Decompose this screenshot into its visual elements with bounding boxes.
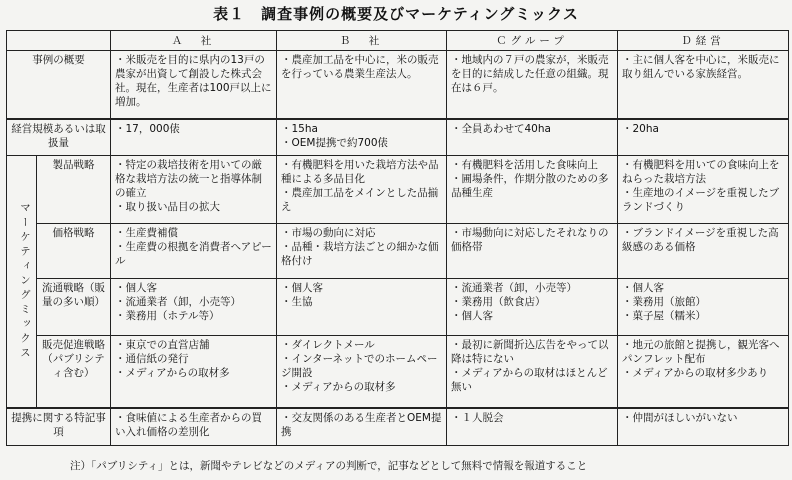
cell-line: ・インターネットでのホームページ開設 xyxy=(281,353,438,380)
cell-line: ・仲間がほしいがいない xyxy=(622,412,738,425)
cell-line: ・１人脱会 xyxy=(451,412,504,425)
header-row xyxy=(7,31,789,51)
cell-promotion-c xyxy=(447,336,618,408)
cell-distribution-d xyxy=(618,279,789,336)
cell-line: ・農産加工品をメインとした品揃え xyxy=(281,187,439,214)
row-label-overview: 事例の概要 xyxy=(7,51,111,119)
header-corner xyxy=(7,31,111,51)
marketing-mix-label: マーケティングミックス xyxy=(7,156,37,408)
cell-overview-c: ・地域内の７戸の農家が，米販売を目的に結成した任意の組織。現在は６戸。 xyxy=(447,51,618,119)
row-label-promotion: 販売促進戦略（パブリシティ含む） xyxy=(37,336,111,408)
marketing-mix-table xyxy=(6,30,789,446)
cell-promotion-b xyxy=(277,336,447,408)
cell-overview-a: ・米販売を目的に県内の13戸の農家が出資して創設した株式会社。現在，生産者は100戸以上に増加。 xyxy=(111,51,277,119)
cell-overview-b: ・農産加工品を中心に，米の販売を行っている農業生産法人。 xyxy=(277,51,447,119)
cell-line: ・業務用（飲食店） xyxy=(451,296,546,309)
cell-line: ・個人客 xyxy=(281,282,323,295)
cell-line: ・メディアからの取材多 xyxy=(281,381,396,394)
col-header-a: Ａ 社 xyxy=(111,31,277,51)
cell-line: ・ブランドイメージを重視した高級感のある価格 xyxy=(622,227,779,254)
cell-scale-b xyxy=(277,119,447,156)
cell-line: ・市場動向に対応したそれなりの価格帯 xyxy=(451,227,609,254)
col-header-c: Ｃグループ xyxy=(447,31,618,51)
cell-line: ・全員あわせて40ha xyxy=(451,122,551,135)
cell-price-c xyxy=(447,224,618,279)
cell-product-a xyxy=(111,156,277,224)
cell-line: ・通信紙の発行 xyxy=(115,353,189,366)
row-label-scale: 経営規模あるいは取扱量 xyxy=(7,119,111,156)
cell-line: ・業務用（ホテル等） xyxy=(115,310,220,323)
cell-product-d xyxy=(618,156,789,224)
cell-promotion-d xyxy=(618,336,789,408)
cell-line: ・生産費補償 xyxy=(115,227,178,240)
footnote: 注）「パブリシティ」とは，新聞やテレビなどのメディアの判断で，記事などとして無料で情報を報道すること xyxy=(70,460,588,472)
row-label-partnership: 提携に関する特記事項 xyxy=(7,408,111,445)
row-label-product: 製品戦略 xyxy=(37,156,111,224)
row-scale xyxy=(7,119,789,156)
cell-line: ・生協 xyxy=(281,296,313,309)
row-product xyxy=(7,156,789,224)
cell-product-b xyxy=(277,156,447,224)
cell-partnership-a xyxy=(111,408,277,445)
cell-line: ・メディアからの取材多 xyxy=(115,367,230,380)
cell-line: ・流通業者（卸，小売等） xyxy=(115,296,241,309)
row-partnership xyxy=(7,408,789,445)
cell-line: ・有機肥料を用いての食味向上をねらった栽培方法 xyxy=(622,159,780,186)
row-promotion xyxy=(7,336,789,408)
cell-line: ・東京での直営店舗 xyxy=(115,339,210,352)
cell-line: ・有機肥料を用いた栽培方法や品種による多品目化 xyxy=(281,159,439,186)
cell-line: ・品種・栽培方法ごとの細かな価格付け xyxy=(281,241,439,268)
cell-line: ・OEM提携で約700俵 xyxy=(281,136,388,149)
row-label-distribution: 流通戦略（販量の多い順） xyxy=(37,279,111,336)
cell-scale-a xyxy=(111,119,277,156)
cell-line: ・15ha xyxy=(281,122,318,135)
cell-line: ・菓子屋（糯米） xyxy=(622,310,706,323)
col-header-d: Ｄ経営 xyxy=(618,31,789,51)
cell-overview-d: ・主に個人客を中心に，米販売に取り組んでいる家族経営。 xyxy=(618,51,789,119)
cell-line: ・メディアからの取材はほとんど無い xyxy=(451,367,608,394)
cell-line: ・食味値による生産者からの買い入れ価格の差別化 xyxy=(115,412,262,439)
row-price xyxy=(7,224,789,279)
cell-line: ・ダイレクトメール xyxy=(281,339,375,352)
cell-line: ・20ha xyxy=(622,122,659,135)
cell-product-c xyxy=(447,156,618,224)
row-overview xyxy=(7,51,789,119)
cell-line: ・個人客 xyxy=(451,310,493,323)
cell-price-d xyxy=(618,224,789,279)
cell-line: ・17，000俵 xyxy=(115,122,180,135)
table-title: 表１ 調査事例の概要及びマーケティングミックス xyxy=(213,5,579,23)
cell-line: ・地元の旅館と提携し，観光客へパンフレット配布 xyxy=(622,339,780,366)
cell-scale-d xyxy=(618,119,789,156)
col-header-b: Ｂ 社 xyxy=(277,31,447,51)
cell-scale-c xyxy=(447,119,618,156)
cell-partnership-d xyxy=(618,408,789,445)
cell-line: ・個人客 xyxy=(622,282,664,295)
cell-line: ・取り扱い品目の拡大 xyxy=(115,201,220,214)
cell-line: ・最初に新聞折込広告をやって以降は特にない xyxy=(451,339,609,366)
cell-line: ・圃場条件，作期分散のための多品種生産 xyxy=(451,173,609,200)
cell-line: ・業務用（旅館） xyxy=(622,296,706,309)
cell-price-b xyxy=(277,224,447,279)
cell-partnership-c xyxy=(447,408,618,445)
row-label-price: 価格戦略 xyxy=(37,224,111,279)
cell-distribution-b xyxy=(277,279,447,336)
cell-distribution-c xyxy=(447,279,618,336)
cell-line: ・生産地のイメージを重視したブランドづくり xyxy=(622,187,780,214)
cell-line: ・流通業者（卸，小売等） xyxy=(451,282,577,295)
cell-line: ・メディアからの取材多少あり xyxy=(622,367,769,380)
cell-partnership-b xyxy=(277,408,447,445)
cell-line: ・市場の動向に対応 xyxy=(281,227,376,240)
cell-line: ・有機肥料を活用した食味向上 xyxy=(451,159,598,172)
cell-line: ・交友関係のある生産者とOEM提携 xyxy=(281,412,442,439)
row-distribution xyxy=(7,279,789,336)
cell-line: ・特定の栽培技術を用いての厳格な栽培方法の統一と指導体制の確立 xyxy=(115,159,262,200)
cell-line: ・生産費の根拠を消費者へアピール xyxy=(115,241,272,268)
cell-line: ・個人客 xyxy=(115,282,157,295)
cell-distribution-a xyxy=(111,279,277,336)
cell-promotion-a xyxy=(111,336,277,408)
cell-price-a xyxy=(111,224,277,279)
